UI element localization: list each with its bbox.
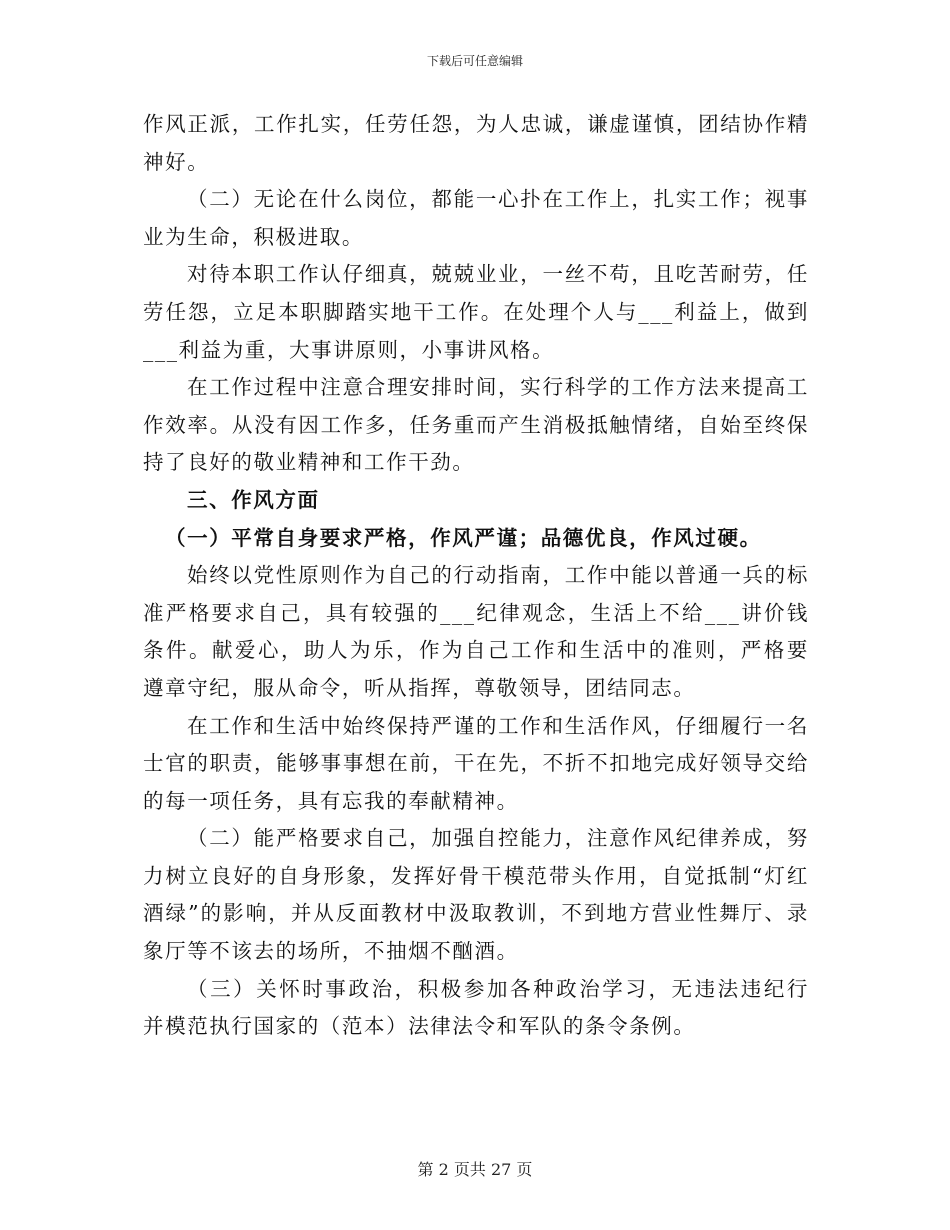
section-heading: 三、作风方面 — [187, 487, 320, 512]
text-line: 对待本职工作认仔细真，兢兢业业，一丝不苟，且吃苦耐劳，任 — [187, 262, 809, 287]
text-line: 劳任怨，立足本职脚踏实地干工作。在处理个人与___利益上，做到 — [143, 299, 809, 324]
text-line: 酒绿”的影响，并从反面教材中汲取教训，不到地方营业性舞厅、录 — [143, 901, 809, 926]
download-editable-note: 下载后可任意编辑 — [426, 54, 523, 68]
text-line: 力树立良好的自身形象，发挥好骨干模范带头作用，自觉抵制“灯红 — [143, 863, 809, 888]
text-line: 在工作和生活中始终保持严谨的工作和生活作风，仔细履行一名 — [187, 713, 809, 738]
page-number: 第 2 页共 27 页 — [417, 1160, 533, 1179]
text-line: （三）关怀时事政治，积极参加各种政治学习，无违法违纪行 — [187, 976, 809, 1001]
text-line: 持了良好的敬业精神和工作干劲。 — [143, 450, 475, 475]
text-line: 始终以党性原则作为自己的行动指南，工作中能以普通一兵的标 — [187, 563, 809, 588]
text-line: 的每一项任务，具有忘我的奉献精神。 — [143, 788, 519, 813]
text-line: 准严格要求自己，具有较强的___纪律观念，生活上不给___讲价钱 — [143, 600, 809, 625]
text-line: ___利益为重，大事讲原则，小事讲风格。 — [143, 337, 555, 362]
text-line: 在工作过程中注意合理安排时间，实行科学的工作方法来提高工 — [187, 375, 809, 400]
text-line: 作风正派，工作扎实，任劳任怨，为人忠诚，谦虚谨慎，团结协作精 — [143, 112, 809, 136]
text-line: 神好。 — [143, 149, 210, 174]
subsection-heading: （一）平常自身要求严格，作风严谨；品德优良，作风过硬。 — [165, 525, 762, 550]
text-line: （二）无论在什么岗位，都能一心扑在工作上，扎实工作；视事 — [187, 187, 809, 212]
text-line: 条件。献爱心，助人为乐，作为自己工作和生活中的准则，严格要 — [143, 638, 809, 663]
document-body — [143, 106, 809, 1046]
text-line: 象厅等不该去的场所，不抽烟不酗酒。 — [143, 939, 519, 964]
text-line: 士官的职责，能够事事想在前，干在先，不折不扣地完成好领导交给 — [143, 751, 809, 776]
text-line: 业为生命，积极进取。 — [143, 224, 364, 249]
text-line: 并模范执行国家的（范本）法律法令和军队的条令条例。 — [143, 1014, 696, 1039]
text-line: 作效率。从没有因工作多，任务重而产生消极抵触情绪，自始至终保 — [143, 412, 809, 437]
text-line: （二）能严格要求自己，加强自控能力，注意作风纪律养成，努 — [187, 826, 809, 851]
text-line: 遵章守纪，服从命令，听从指挥，尊敬领导，团结同志。 — [143, 675, 696, 700]
